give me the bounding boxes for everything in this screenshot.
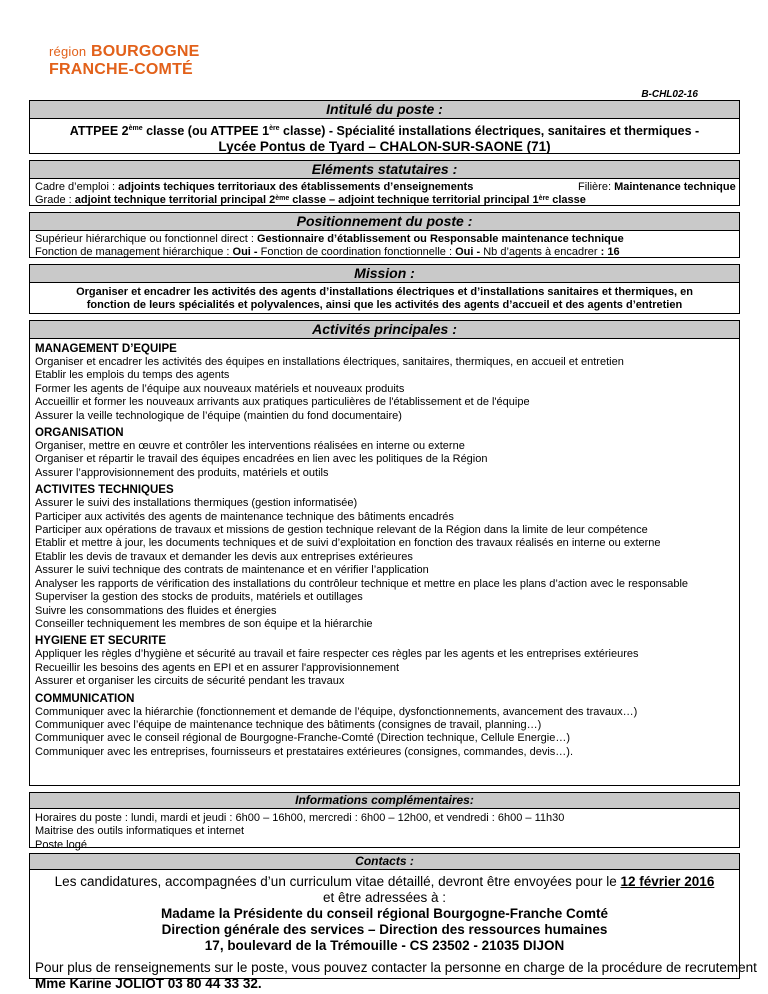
activity-item: Communiquer avec l’équipe de maintenance technique des bâtiments (consignes de travail, planning…) [35,718,542,731]
address-line1: Madame la Présidente du conseil régional Bourgogne-Franche Comté [160,906,609,921]
activites-header: Activités principales : [30,321,739,339]
activity-section-title: ORGANISATION [35,427,124,440]
logo-line1: BOURGOGNE [91,43,200,60]
activity-item: Superviser la gestion des stocks de produits, matériels et outillages [35,591,363,604]
activity-section-title: MANAGEMENT D’EQUIPE [35,343,177,355]
activity-item: Assurer et organiser les circuits de sécurité pendant les travaux [35,675,345,688]
activity-item: Organiser et répartir le travail des équipes encadrées en lien avec les politiques de la Région [35,453,488,466]
address-line3: 17, boulevard de la Trémouille - CS 23502 - 21035 DIJON [204,938,565,953]
info-horaires: Horaires du poste : lundi, mardi et jeudi : 6h00 – 16h00, mercredi : 6h00 – 12h00, et vendredi : 6h00 – 11h30 [35,812,565,824]
activity-section-title: COMMUNICATION [35,692,135,705]
section-mission [29,264,740,314]
cadre-emploi: Cadre d’emploi : adjoints techiques territoriaux des établissements d’enseignements [35,181,474,193]
activity-item: Communiquer avec les entreprises, fournisseurs et prestataires extérieures (consignes, commandes, devis…). [35,745,574,758]
section-intitule [29,100,740,154]
deadline-date: 12 février 2016 [620,874,715,889]
activity-item: Organiser et encadrer les activités des équipes en installations électriques, sanitaires, thermiques, en accueil et entretien [35,356,624,368]
activity-item: Recueillir les besoins des agents en EPI et en assurer l'approvisionnement [35,661,400,674]
address-line2: Direction générale des services – Direction des ressources humaines [161,922,608,937]
mission-line1: Organiser et encadrer les activités des agents d’installations électriques et d’installations sanitaires et thermiques, en [76,286,693,298]
activity-item: Etablir les devis de travaux et demander les devis aux entreprises extérieures [35,550,413,563]
document-reference: B-CHL02-16 [641,89,698,100]
contact-person: Mme Karine JOLIOT 03 80 44 33 32. [35,976,262,991]
region-logo [49,44,199,78]
superieur-hierarchique: Supérieur hiérarchique ou fonctionnel direct : Gestionnaire d’établissement ou Responsable maintenance technique [35,233,624,245]
activity-item: Analyser les rapports de vérification des installations du contrôleur technique et mettre en place les plans d’action avec le responsable [35,577,689,590]
activity-item: Etablir et mettre à jour, les documents techniques et de suivi d’exploitation en fonction des travaux réalisés en interne ou externe [35,537,661,550]
section-statut [29,160,740,206]
activity-item: Etablir les emplois du temps des agents [35,369,230,382]
grade: Grade : adjoint technique territorial principal 2ème classe – adjoint technique territorial principal 1ère classe [35,194,586,207]
contacts-header: Contacts : [30,854,739,870]
activity-item: Participer aux opérations de travaux et missions de gestion technique relevant de la Région dans la limite de leur compétence [35,524,648,537]
logo-prefix: région [49,44,87,59]
activity-item: Participer aux activités des agents de maintenance technique des bâtiments encadrés [35,510,454,523]
logo-line2: FRANCHE-COMTÉ [49,61,193,78]
section-contacts [29,853,757,991]
positionnement-header: Positionnement du poste : [30,213,739,231]
activity-item: Suivre les consommations des fluides et énergies [35,604,277,617]
management-info: Fonction de management hiérarchique : Oui - Fonction de coordination fonctionnelle : Oui - Nb d’agents à encadrer : 16 [35,246,620,259]
activity-item: Former les agents de l’équipe aux nouveaux matériels et nouveaux produits [35,382,405,395]
job-title-line2: Lycée Pontus de Tyard – CHALON-SUR-SAONE (71) [218,139,551,154]
info-logement: Poste logé [35,838,87,851]
job-title-line1: ATTPEE 2ème classe (ou ATTPEE 1ère classe) - Spécialité installations électriques, sanitaires et thermiques - [69,124,700,138]
filiere: Filière: Maintenance technique [578,181,736,193]
contacts-intro2: et être adressées à : [322,890,447,905]
activity-item: Assurer la veille technologique de l’équipe (maintien du fond documentaire) [35,409,402,422]
activity-item: Appliquer les règles d’hygiène et sécurité au travail et faire respecter ces règles par les agents et les entreprises extérieures [35,648,639,661]
contacts-more: Pour plus de renseignements sur le poste, vous pouvez contacter la personne en charge de la procédure de recrutement [35,960,757,975]
section-infos [29,792,740,851]
section-activites [29,320,740,786]
activity-item: Conseiller techniquement les membres de son équipe et la hiérarchie [35,617,373,630]
activity-item: Accueillir et former les nouveaux arrivants aux pratiques particulières de l'établissement et de l'équipe [35,396,530,409]
activity-section-title: ACTIVITES TECHNIQUES [35,484,174,497]
activity-item: Assurer le suivi des installations thermiques (gestion informatisée) [35,497,358,510]
info-outils: Maitrise des outils informatiques et internet [35,825,245,838]
activity-section-title: HYGIENE ET SECURITE [35,635,166,648]
activity-item: Assurer le suivi technique des contrats de maintenance et en vérifier l’application [35,564,429,577]
intitule-header: Intitulé du poste : [30,101,739,119]
section-positionnement [29,212,740,258]
activity-item: Communiquer avec la hiérarchie (fonctionnement et demande de l’équipe, dysfonctionnements, avancement des travaux…) [35,705,638,718]
contacts-intro: Les candidatures, accompagnées d’un curriculum vitae détaillé, devront être envoyées pour le 12 février 2016 [54,874,715,889]
activity-item: Assurer l’approvisionnement des produits, matériels et outils [35,466,329,479]
mission-line2: fonction de leurs spécialités et polyvalences, ainsi que les activités des agents d’accueil et des agents d’entretien [86,299,683,312]
statut-header: Eléments statutaires : [30,161,739,179]
activity-item: Organiser, mettre en œuvre et contrôler les interventions réalisées en interne ou externe [35,440,465,453]
infos-header: Informations complémentaires: [30,793,739,809]
mission-header: Mission : [30,265,739,283]
activity-item: Communiquer avec le conseil régional de Bourgogne-Franche-Comté (Direction technique, Cellule Energie…) [35,732,570,745]
